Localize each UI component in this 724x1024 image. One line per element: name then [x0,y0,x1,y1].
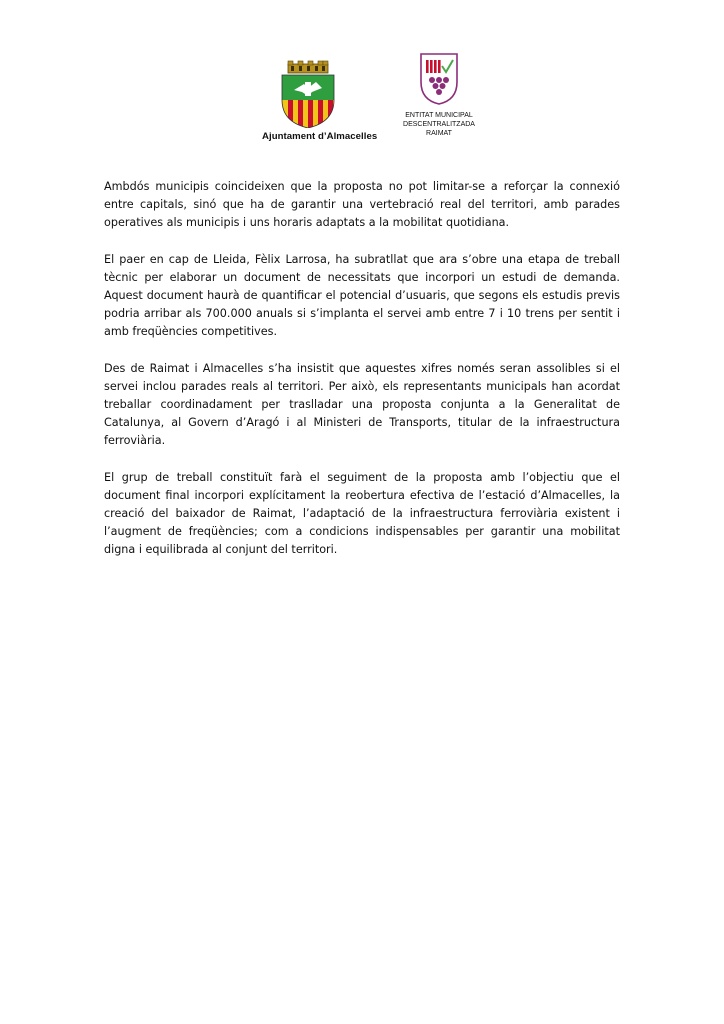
raimat-shield-icon [418,52,460,106]
paragraph-2: El paer en cap de Lleida, Fèlix Larrosa, ha subratllat que ara s’obre una etapa de treball tècnic per elaborar un document de necessitats que incorpori un estudi de demanda. Aquest document haurà de quantificar el potencial d’usuaris, que segons els estudis previs podria arribar als 700.000 anuals si s’implanta el servei amb entre 7 i 10 trens per sentit i amb freqüències competitives. [104,252,620,339]
paragraph-3: Des de Raimat i Almacelles s’ha insistit que aquestes xifres només seran assolibles si el servei inclou parades reals al territori. Per això, els representants municipals han acordat treballar coordinadament per traslladar una proposta conjunta a la Generalitat de Catalunya, al Govern d’Aragó i al Ministeri de Transports, titular de la infraestructura ferroviària. [104,361,620,448]
raimat-logo [384,52,494,144]
raimat-caption-line3: RAIMAT [426,130,452,137]
almacelles-coat-of-arms-icon [272,52,360,128]
document-body [104,178,620,578]
paragraph-4: El grup de treball constituït farà el seguiment de la proposta amb l’objectiu que el document final incorpori explícitament la reobertura efectiva de l’estació d’Almacelles, la creació del baixador de Raimat, l’adaptació de la infraestructura ferroviària existent i l’augment de freqüències; com a condicions indispensables per garantir una mobilitat digna i equilibrada al conjunt del territori. [104,470,620,557]
raimat-caption-line2: DESCENTRALITZADA [403,121,475,128]
almacelles-logo [262,52,378,144]
raimat-caption-line1: ENTITAT MUNICIPAL [405,112,473,119]
almacelles-caption: Ajuntament d’Almacelles [262,131,378,142]
paragraph-1: Ambdós municipis coincideixen que la proposta no pot limitar-se a reforçar la connexió entre capitals, sinó que ha de garantir una vertebració real del territori, amb parades operatives als municipis i uns horaris adaptats a la mobilitat quotidiana. [104,180,620,230]
